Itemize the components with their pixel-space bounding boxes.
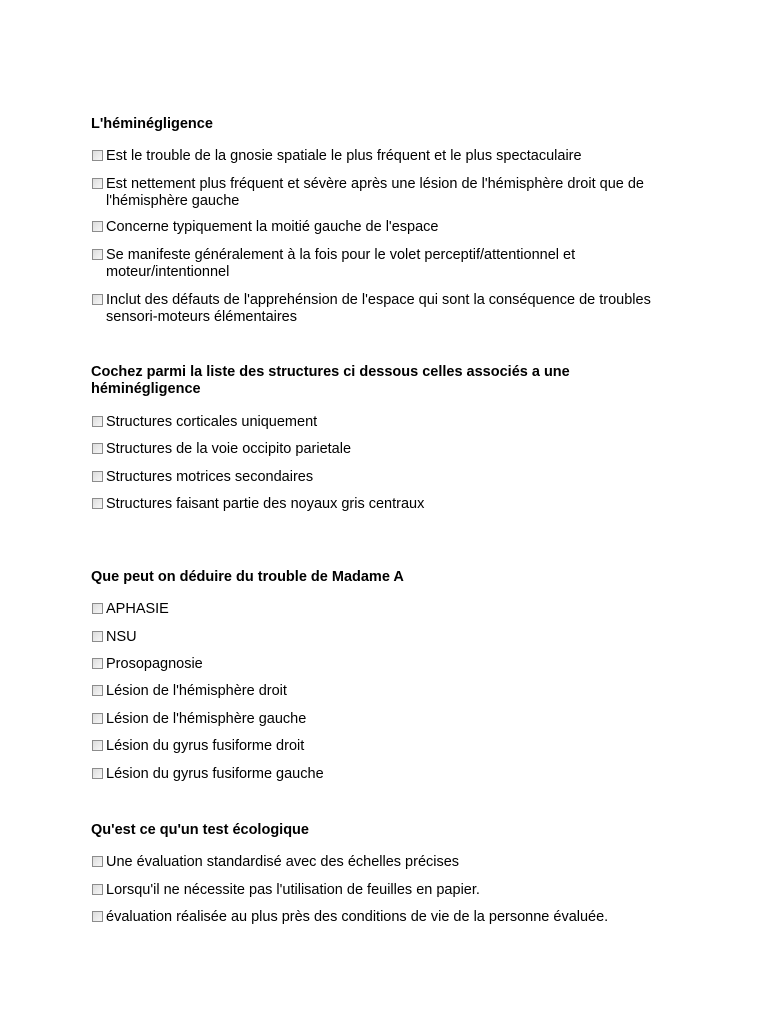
option-label: évaluation réalisée au plus près des conditions de vie de la personne évaluée.	[106, 909, 609, 925]
question-4	[91, 822, 681, 839]
checkbox[interactable]	[92, 658, 103, 669]
checkbox[interactable]	[92, 713, 103, 724]
checkbox[interactable]	[92, 294, 103, 305]
checkbox[interactable]	[92, 249, 103, 260]
option-label: Une évaluation standardisé avec des échelles précises	[106, 854, 460, 870]
question-4-option-2[interactable]	[91, 882, 681, 899]
question-1-option-3[interactable]	[91, 219, 681, 236]
option-label: Lorsqu'il ne nécessite pas l'utilisation de feuilles en papier.	[106, 882, 480, 898]
question-1-title: L'héminégligence	[91, 116, 213, 132]
checkbox[interactable]	[92, 631, 103, 642]
checkbox[interactable]	[92, 740, 103, 751]
question-3-option-5[interactable]	[91, 711, 681, 728]
option-label: Inclut des défauts de l'apprehénsion de l'espace qui sont la conséquence de troubles sensori-moteurs élémentaires	[106, 292, 651, 325]
option-label: Est nettement plus fréquent et sévère après une lésion de l'hémisphère droit que de l'hémisphère gauche	[106, 176, 644, 209]
checkbox[interactable]	[92, 150, 103, 161]
checkbox[interactable]	[92, 911, 103, 922]
checkbox[interactable]	[92, 856, 103, 867]
question-4-title: Qu'est ce qu'un test écologique	[91, 822, 309, 838]
option-label: Prosopagnosie	[106, 656, 203, 672]
question-3-option-1[interactable]	[91, 601, 681, 618]
option-label: Structures motrices secondaires	[106, 469, 314, 485]
checkbox[interactable]	[92, 603, 103, 614]
checkbox[interactable]	[92, 498, 103, 509]
option-label: Concerne typiquement la moitié gauche de l'espace	[106, 219, 439, 235]
option-label: NSU	[106, 629, 137, 645]
question-3-option-6[interactable]	[91, 738, 681, 755]
question-1-option-4[interactable]	[91, 247, 681, 280]
option-label: Lésion du gyrus fusiforme droit	[106, 738, 305, 754]
question-3	[91, 569, 681, 586]
question-4-option-3[interactable]	[91, 909, 681, 926]
option-label: Lésion de l'hémisphère gauche	[106, 711, 307, 727]
checkbox[interactable]	[92, 884, 103, 895]
option-label: Lésion du gyrus fusiforme gauche	[106, 766, 324, 782]
checkbox[interactable]	[92, 685, 103, 696]
checkbox[interactable]	[92, 443, 103, 454]
question-1-option-5[interactable]	[91, 292, 681, 325]
question-2-option-4[interactable]	[91, 496, 681, 513]
checkbox[interactable]	[92, 178, 103, 189]
question-3-option-7[interactable]	[91, 766, 681, 783]
option-label: Structures corticales uniquement	[106, 414, 318, 430]
question-3-option-2[interactable]	[91, 629, 681, 646]
question-2-option-3[interactable]	[91, 469, 681, 486]
option-label: Se manifeste généralement à la fois pour le volet perceptif/attentionnel et moteur/intentionnel	[106, 247, 576, 280]
question-3-title: Que peut on déduire du trouble de Madame A	[91, 569, 404, 585]
question-1-option-2[interactable]	[91, 176, 681, 209]
question-3-option-3[interactable]	[91, 656, 681, 673]
question-4-option-1[interactable]	[91, 854, 681, 871]
question-2-title: Cochez parmi la liste des structures ci dessous celles associés a une héminégligence	[91, 364, 570, 397]
option-label: Est le trouble de la gnosie spatiale le plus fréquent et le plus spectaculaire	[106, 148, 582, 164]
option-label: Lésion de l'hémisphère droit	[106, 683, 287, 699]
checkbox[interactable]	[92, 416, 103, 427]
question-2-option-2[interactable]	[91, 441, 681, 458]
checkbox[interactable]	[92, 221, 103, 232]
option-label: Structures de la voie occipito parietale	[106, 441, 352, 457]
question-1-option-1[interactable]	[91, 148, 681, 165]
checkbox[interactable]	[92, 768, 103, 779]
checkbox[interactable]	[92, 471, 103, 482]
question-2-option-1[interactable]	[91, 414, 681, 431]
question-1	[91, 116, 681, 133]
option-label: APHASIE	[106, 601, 169, 617]
option-label: Structures faisant partie des noyaux gris centraux	[106, 496, 425, 512]
question-2	[91, 364, 681, 398]
question-3-option-4[interactable]	[91, 683, 681, 700]
